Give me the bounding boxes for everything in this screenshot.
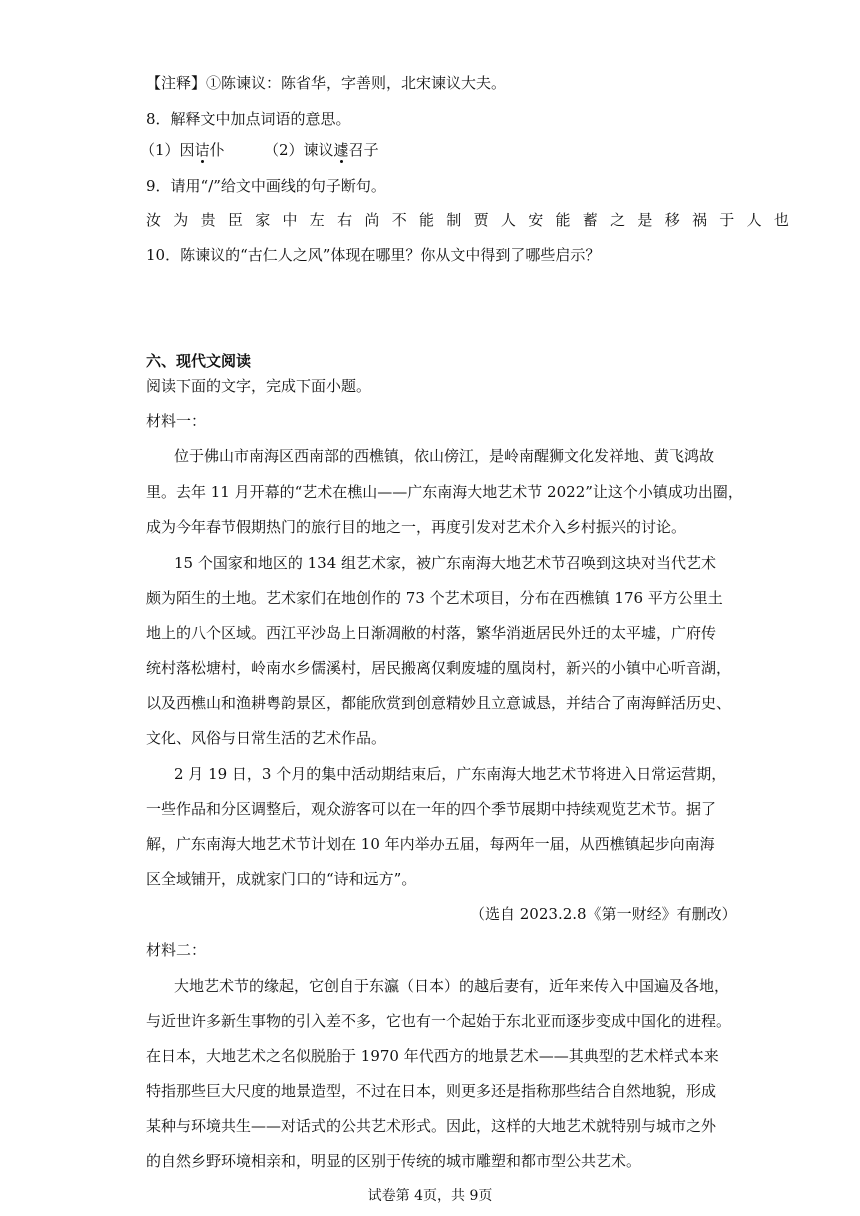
material-1-source: （选自 2023.2.8《第一财经》有删改） — [470, 905, 737, 923]
question-9-sentence: 汝为贵臣家中左右尚不能制贾人安能蓄之是移祸于人也 — [146, 211, 802, 229]
material-1-line: 以及西樵山和渔耕粤韵景区，都能欣赏到创意精妙且立意诚恳，并结合了南海鲜活历史、 — [146, 694, 732, 712]
material-1-line: 2 月 19 日，3 个月的集中活动期结束后，广东南海大地艺术节将进入日常运营期， — [174, 765, 727, 783]
annotation-note: 【注释】①陈谏议：陈省华，字善则，北宋谏议大夫。 — [146, 74, 507, 92]
dotted-word: 诘 — [194, 141, 210, 159]
material-2-label: 材料二： — [146, 941, 207, 959]
material-2-line: 在日本，大地艺术之名似脱胎于 1970 年代西方的地景艺术——其典型的艺术样式本来 — [146, 1047, 719, 1065]
material-1-line: 里。去年 11 月开幕的“艺术在樵山——广东南海大地艺术节 2022”让这个小镇成功出圈， — [146, 483, 743, 501]
material-1-line: 位于佛山市南海区西南部的西樵镇，依山傍江，是岭南醒狮文化发祥地、黄飞鸿故 — [174, 447, 715, 465]
question-9-title: 9．请用“/”给文中画线的句子断句。 — [146, 177, 386, 195]
material-1-line: 颇为陌生的土地。艺术家们在地创作的 73 个艺术项目，分布在西樵镇 176 平方公里土 — [146, 589, 723, 607]
material-2-line: 的自然乡野环境相亲和，明显的区别于传统的城市雕塑和都市型公共艺术。 — [146, 1152, 642, 1170]
reading-instruction: 阅读下面的文字，完成下面小题。 — [146, 377, 372, 395]
material-1-line: 成为今年春节假期热门的旅行目的地之一，再度引发对艺术介入乡村振兴的讨论。 — [146, 518, 687, 536]
question-8-item-2: （2）谏议遽召子 — [264, 141, 379, 159]
material-1-line: 解，广东南海大地艺术节计划在 10 年内举办五届，每两年一届，从西樵镇起步向南海 — [146, 835, 715, 853]
material-2-line: 某种与环境共生——对话式的公共艺术形式。因此，这样的大地艺术就特别与城市之外 — [146, 1117, 717, 1135]
question-10-title: 10．陈谏议的“古仁人之风”体现在哪里？你从文中得到了哪些启示？ — [146, 246, 601, 264]
page-footer: 试卷第 4页，共 9页 — [367, 1188, 493, 1204]
material-2-line: 与近世许多新生事物的引入差不多，它也有一个起始于东北亚而逐步变成中国化的进程。 — [146, 1012, 732, 1030]
question-8-item-1: （1）因诘仆 — [140, 141, 225, 159]
material-2-line: 特指那些巨大尺度的地景造型，不过在日本，则更多还是指称那些结合自然地貌，形成 — [146, 1082, 717, 1100]
material-1-line: 区全域铺开，成就家门口的“诗和远方”。 — [146, 870, 417, 888]
material-2-line: 大地艺术节的缘起，它创自于东瀛（日本）的越后妻有，近年来传入中国遍及各地， — [174, 977, 730, 995]
dotted-word: 遽 — [333, 141, 349, 159]
material-1-line: 15 个国家和地区的 134 组艺术家，被广东南海大地艺术节召唤到这块对当代艺术 — [174, 554, 717, 572]
material-1-line: 地上的八个区域。西江平沙岛上日渐凋敝的村落，繁华消逝居民外迁的太平墟，广府传 — [146, 624, 717, 642]
material-1-line: 统村落松塘村，岭南水乡儒溪村，居民搬离仅剩废墟的凰岗村，新兴的小镇中心听音湖， — [146, 659, 732, 677]
question-8-title: 8．解释文中加点词语的意思。 — [146, 110, 351, 128]
material-1-line: 文化、风俗与日常生活的艺术作品。 — [146, 729, 387, 747]
material-1-label: 材料一： — [146, 412, 207, 430]
section-heading: 六、现代文阅读 — [146, 352, 252, 370]
material-1-line: 一些作品和分区调整后，观众游客可以在一年的四个季节展期中持续观览艺术节。据了 — [146, 800, 717, 818]
